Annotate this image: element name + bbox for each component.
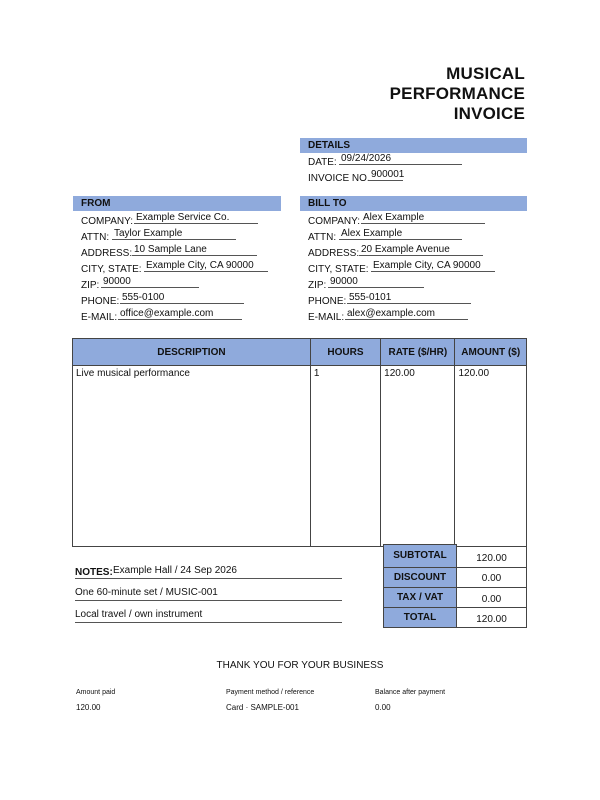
invoice-number-value: 900001 bbox=[371, 169, 405, 180]
from-phone-label: PHONE: bbox=[81, 296, 120, 307]
notes-line-1 bbox=[75, 565, 342, 579]
bill-phone-label: PHONE: bbox=[308, 296, 347, 307]
discount-value: 0.00 bbox=[457, 567, 527, 588]
bill-city-state-label: CITY, STATE: bbox=[308, 264, 369, 275]
bill-company-field bbox=[308, 213, 528, 227]
from-zip-value: 90000 bbox=[101, 276, 199, 288]
bill-email-field bbox=[308, 309, 528, 323]
bill-phone-value: 555-0101 bbox=[347, 292, 471, 304]
invoice-title bbox=[390, 64, 525, 124]
bill-address-label: ADDRESS: bbox=[308, 248, 360, 259]
bill-address-field bbox=[308, 245, 528, 259]
amount-paid-value: 120.00 bbox=[76, 703, 101, 712]
from-city-state-field bbox=[81, 261, 301, 275]
hours-header: HOURS bbox=[310, 339, 380, 366]
bill-attn-label: ATTN: bbox=[308, 232, 337, 243]
details-heading: DETAILS bbox=[300, 138, 527, 153]
from-phone-field bbox=[81, 293, 301, 307]
from-zip-field bbox=[81, 277, 301, 291]
bill-company-label: COMPANY: bbox=[308, 216, 361, 227]
from-city-state-label: CITY, STATE: bbox=[81, 264, 142, 275]
payment-method-value: Card · SAMPLE-001 bbox=[226, 703, 299, 712]
date-field bbox=[308, 154, 528, 168]
title-line-1: MUSICAL bbox=[446, 64, 525, 83]
tax-label: TAX / VAT bbox=[383, 587, 457, 608]
items-table bbox=[72, 338, 527, 547]
from-attn-label: ATTN: bbox=[81, 232, 110, 243]
from-address-field bbox=[81, 245, 301, 259]
bill-zip-label: ZIP: bbox=[308, 280, 327, 291]
rate-header: RATE ($/HR) bbox=[381, 339, 455, 366]
description-header: DESCRIPTION bbox=[73, 339, 311, 366]
balance-label: Balance after payment bbox=[375, 689, 446, 696]
title-line-3: INVOICE bbox=[453, 104, 525, 123]
from-attn-field bbox=[81, 229, 301, 243]
table-row bbox=[73, 366, 527, 547]
from-address-label: ADDRESS: bbox=[81, 248, 133, 259]
from-phone-value: 555-0100 bbox=[120, 292, 244, 304]
invoice-number-label: INVOICE NO. bbox=[308, 173, 370, 184]
bill-zip-value: 90000 bbox=[328, 276, 424, 288]
from-email-field bbox=[81, 309, 301, 323]
bill-phone-field bbox=[308, 293, 528, 307]
bill-email-value: alex@example.com bbox=[345, 308, 468, 320]
tax-value: 0.00 bbox=[457, 587, 527, 608]
from-city-state-value: Example City, CA 90000 bbox=[144, 260, 268, 272]
from-company-field bbox=[81, 213, 301, 227]
row-amount: 120.00 bbox=[455, 366, 527, 547]
thank-you-message: THANK YOU FOR YOUR BUSINESS bbox=[216, 660, 384, 671]
total-value: 120.00 bbox=[457, 607, 527, 628]
balance-value: 0.00 bbox=[375, 703, 391, 712]
amount-paid-label: Amount paid bbox=[76, 689, 116, 696]
from-heading: FROM bbox=[73, 196, 281, 211]
from-email-value: office@example.com bbox=[118, 308, 242, 320]
notes-label: NOTES: bbox=[75, 567, 113, 578]
bill-company-value: Alex Example bbox=[361, 212, 485, 224]
from-company-label: COMPANY: bbox=[81, 216, 134, 227]
items-header-row bbox=[73, 339, 527, 366]
bill-city-state-value: Example City, CA 90000 bbox=[371, 260, 495, 272]
from-company-value: Example Service Co. bbox=[134, 212, 258, 224]
invoice-number-field bbox=[308, 170, 528, 184]
subtotal-value: 120.00 bbox=[457, 544, 527, 568]
notes-text-1: Example Hall / 24 Sep 2026 bbox=[113, 565, 237, 576]
payment-method-label: Payment method / reference bbox=[226, 689, 315, 696]
bill-attn-field bbox=[308, 229, 528, 243]
subtotal-label: SUBTOTAL bbox=[383, 544, 457, 568]
amount-header: AMOUNT ($) bbox=[455, 339, 527, 366]
from-zip-label: ZIP: bbox=[81, 280, 100, 291]
bill-city-state-field bbox=[308, 261, 528, 275]
bill-attn-value: Alex Example bbox=[339, 228, 462, 240]
bill-zip-field bbox=[308, 277, 528, 291]
discount-label: DISCOUNT bbox=[383, 567, 457, 588]
bill-to-heading: BILL TO bbox=[300, 196, 527, 211]
from-email-label: E-MAIL: bbox=[81, 312, 118, 323]
title-line-2: PERFORMANCE bbox=[389, 84, 525, 103]
row-description: Live musical performance bbox=[73, 366, 311, 547]
notes-line-3: Local travel / own instrument bbox=[75, 609, 342, 623]
total-label: TOTAL bbox=[383, 607, 457, 628]
bill-address-value: 20 Example Avenue bbox=[359, 244, 483, 256]
from-address-value: 10 Sample Lane bbox=[132, 244, 257, 256]
notes-line-2: One 60-minute set / MUSIC-001 bbox=[75, 587, 342, 601]
row-hours: 1 bbox=[310, 366, 380, 547]
date-value: 09/24/2026 bbox=[339, 153, 462, 165]
from-attn-value: Taylor Example bbox=[112, 228, 236, 240]
bill-email-label: E-MAIL: bbox=[308, 312, 345, 323]
row-rate: 120.00 bbox=[381, 366, 455, 547]
date-label: DATE: bbox=[308, 157, 337, 168]
